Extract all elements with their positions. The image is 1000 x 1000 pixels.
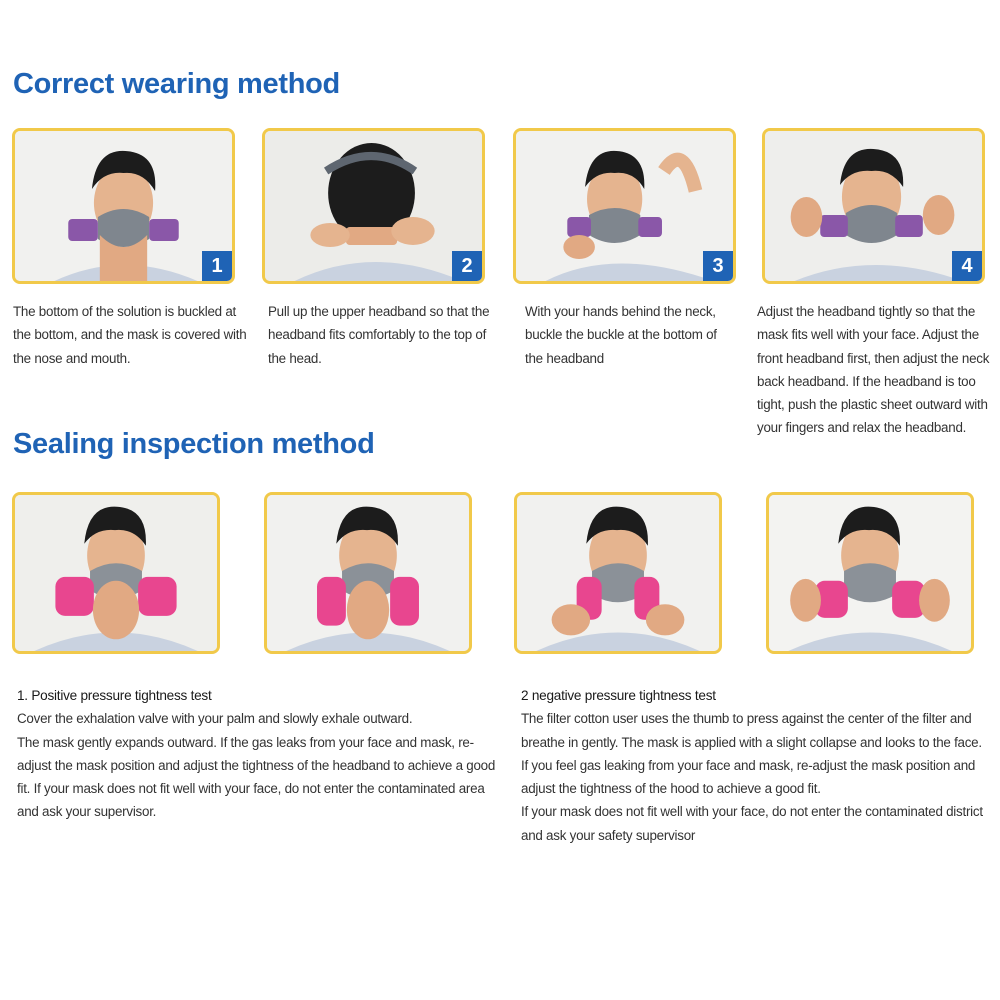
negative-test-line: The filter cotton user uses the thumb to press against the center of the filter and breathe in gently. The mask is applied with a slight collapse and looks to the face. If you feel gas leaking from your face and mask, re-adjust the mask position and adjust the tightness of the hood to achieve a good fit.: [521, 711, 982, 797]
positive-pressure-test-block: [17, 684, 499, 824]
wearing-step-3-caption: With your hands behind the neck, buckle the buckle at the bottom of the headband: [525, 304, 717, 366]
wearing-step-4-caption: Adjust the headband tightly so that the mask fits well with your face. Adjust the front headband first, then adjust the neck back headband. If the headband is too tight, push the plastic sheet outward with your fingers and relax the headband.: [757, 304, 990, 436]
wearing-step-2-caption: Pull up the upper headband so that the headband fits comfortably to the top of the head.: [268, 304, 490, 366]
step-number-badge: 3: [703, 251, 733, 281]
negative-pressure-test-block: [521, 684, 983, 847]
negative-test-title: 2 negative pressure tightness test: [521, 688, 716, 703]
wearing-step-4-photo: [762, 128, 985, 284]
positive-test-title: 1. Positive pressure tightness test: [17, 688, 212, 703]
positive-test-line: The mask gently expands outward. If the gas leaks from your face and mask, re-adjust the mask position and adjust the tightness of the headband to achieve a good fit. If your mask does not fit well with your face, do not enter the contaminated area and ask your supervisor.: [17, 734, 496, 820]
positive-test-photo-2: [264, 492, 472, 654]
wearing-step-1-caption: The bottom of the solution is buckled at the bottom, and the mask is covered with the nose and mouth.: [13, 304, 247, 366]
step-number-badge: 2: [452, 251, 482, 281]
negative-test-photo-1: [514, 492, 722, 654]
wearing-step-3-photo: [513, 128, 736, 284]
sealing-heading: Sealing inspection method: [13, 428, 375, 460]
step-number-badge: 1: [202, 251, 232, 281]
negative-test-line: If your mask does not fit well with your face, do not enter the contaminated district and ask your safety supervisor: [521, 804, 983, 843]
negative-test-photo-2: [766, 492, 974, 654]
wearing-heading: Correct wearing method: [13, 68, 340, 100]
positive-test-line: Cover the exhalation valve with your palm and slowly exhale outward.: [17, 711, 413, 727]
wearing-step-2-photo: [262, 128, 485, 284]
wearing-step-1-photo: [12, 128, 235, 284]
step-number-badge: 4: [952, 251, 982, 281]
positive-test-photo-1: [12, 492, 220, 654]
